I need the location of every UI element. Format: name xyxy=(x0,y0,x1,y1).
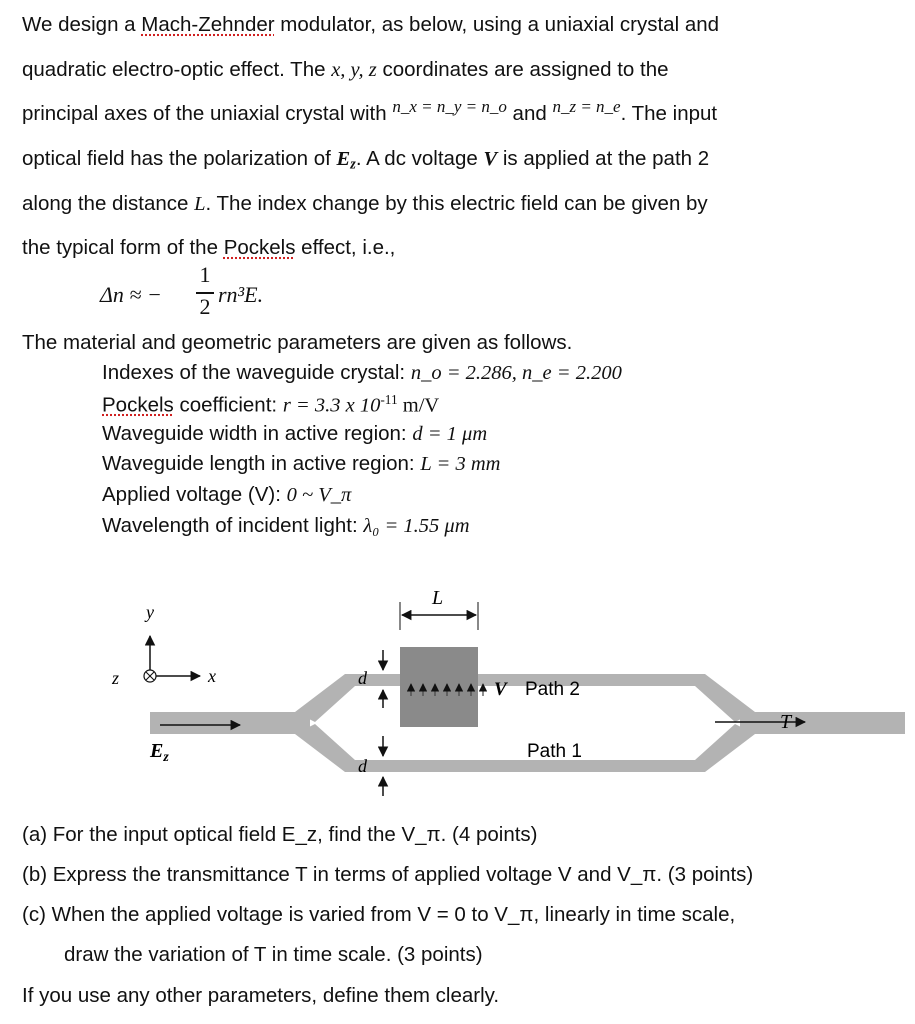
output-waveguide xyxy=(740,712,905,734)
intro-line-4: optical field has the polarization of $E_z$. A dc voltage V is applied at the path 2 xyxy=(22,147,710,173)
length-label: L xyxy=(432,587,444,609)
question-b: (b) Express the transmittance T in terms of applied voltage V and V_π. (3 points) xyxy=(22,863,754,886)
path2-label: Path 2 xyxy=(525,679,580,700)
axes xyxy=(144,636,200,682)
note: If you use any other parameters, define them clearly. xyxy=(22,984,500,1007)
param-length: Waveguide length in active region: L = 3 mm xyxy=(102,452,501,475)
param-indexes: Indexes of the waveguide crystal: n_o = 2.286, n_e = 2.200 xyxy=(102,361,622,384)
param-width: Waveguide width in active region: d = 1 μm xyxy=(102,422,488,445)
param-voltage: Applied voltage (V): 0 ~ V_π xyxy=(102,483,352,506)
question-a: (a) For the input optical field E_z, find the V_π. (4 points) xyxy=(22,823,538,846)
d-bottom-label: d xyxy=(358,756,367,776)
input-field-label: $E_z$ xyxy=(150,740,169,765)
index-equation-ordinary: n_x = n_y = n_o xyxy=(392,97,507,116)
formula-lhs: Δn ≈ − xyxy=(100,282,162,307)
intro-line-1: We design a Mach-Zehnder modulator, as below, using a uniaxial crystal and xyxy=(22,13,720,36)
formula-rhs: rn³E. xyxy=(218,282,264,307)
param-pockels: Pockels coefficient: r = 3.3 x $10^{-11}$ m/V xyxy=(102,392,440,417)
axis-z-label: z xyxy=(112,668,120,688)
index-equation-extraordinary: n_z = n_e xyxy=(552,97,621,116)
axis-y-label: y xyxy=(146,602,154,622)
axis-x-label: x xyxy=(208,666,216,686)
mach-zehnder-term: Mach-Zehnder xyxy=(141,13,275,36)
intro-line-2: quadratic electro-optic effect. The x, y, z coordinates are assigned to the xyxy=(22,58,669,81)
mach-zehnder-diagram xyxy=(0,560,915,820)
param-wavelength: Wavelength of incident light: λ₀ = 1.55 μm xyxy=(102,514,470,537)
question-c-line2: draw the variation of T in time scale. (3 points) xyxy=(64,943,483,966)
d-top-label: d xyxy=(358,668,367,688)
question-c-line1: (c) When the applied voltage is varied from V = 0 to V_π, linearly in time scale, xyxy=(22,903,736,926)
pockels-term: Pockels xyxy=(223,236,296,259)
voltage-label: V xyxy=(494,679,507,700)
params-intro: The material and geometric parameters are given as follows. xyxy=(22,331,573,354)
path1-label: Path 1 xyxy=(527,741,582,762)
electrode-block xyxy=(400,647,478,727)
output-label: T xyxy=(780,711,792,733)
intro-line-5: along the distance L. The index change by this electric field can be given by xyxy=(22,192,708,215)
intro-line-6: the typical form of the Pockels effect, i.e., xyxy=(22,236,396,259)
intro-line-3: principal axes of the uniaxial crystal with $^{n\_x = n\_y = n\_o}$ and $^{n\_z = n\_e}$. The input xyxy=(22,97,718,125)
input-waveguide xyxy=(150,712,310,734)
pockels-formula: Δn ≈ − 1 2 rn³E. xyxy=(100,262,264,319)
